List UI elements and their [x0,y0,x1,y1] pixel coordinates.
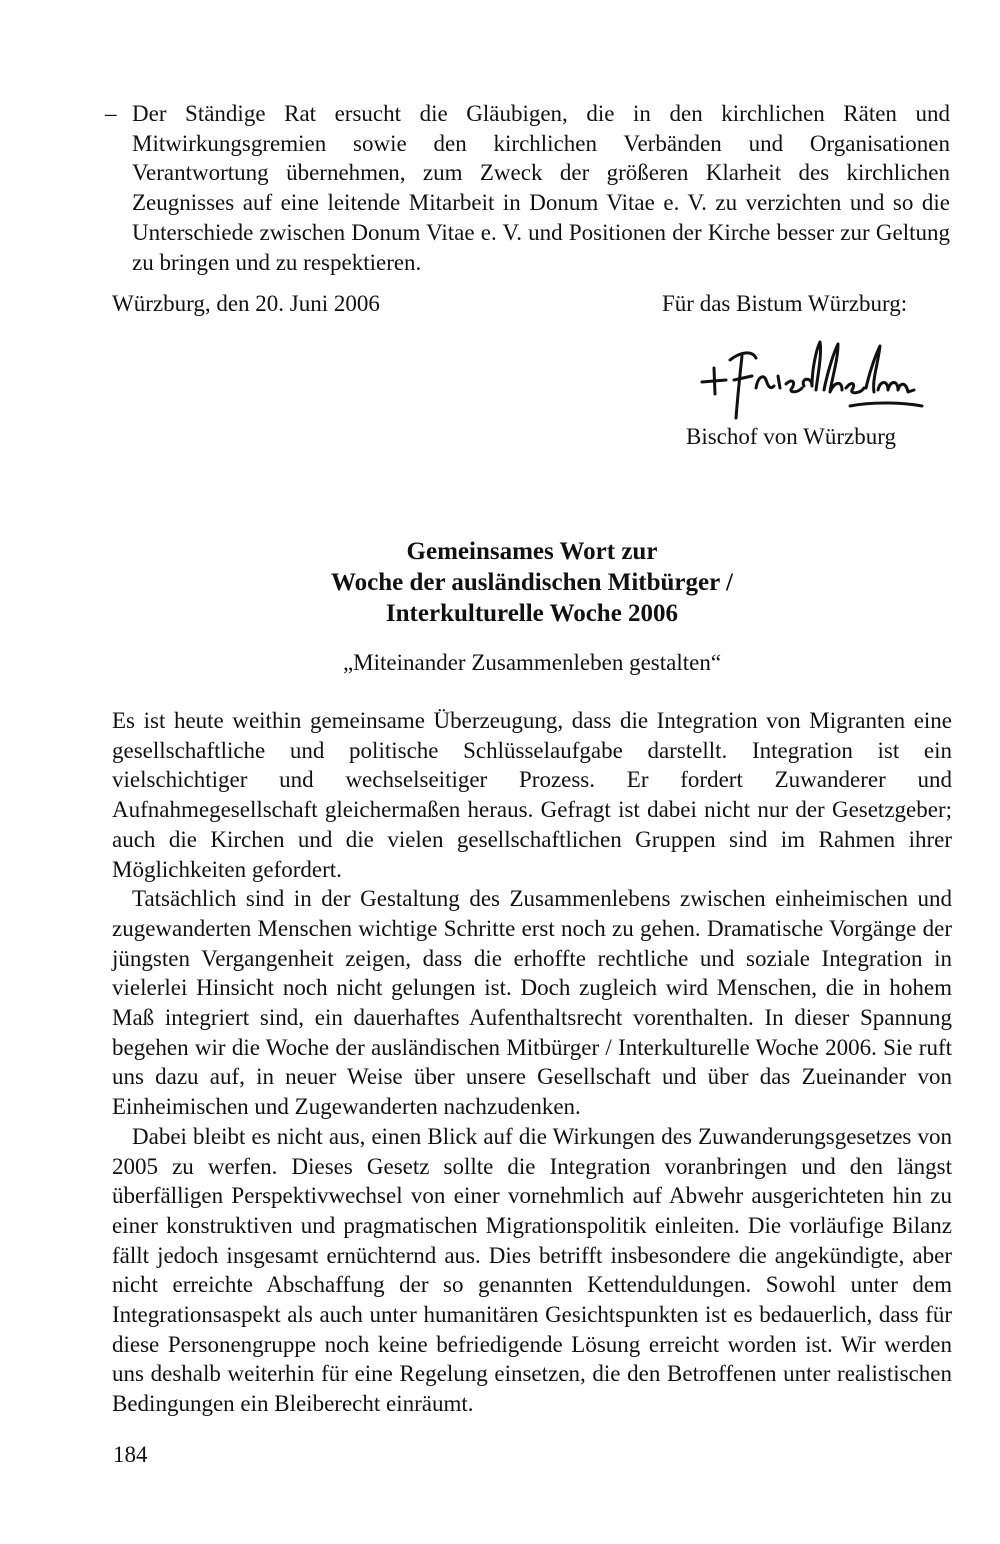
article-motto: „Miteinander Zusammenleben gestalten“ [342,650,722,675]
article-title-line-1: Gemeinsames Wort zur [406,538,658,565]
body-paragraph: Dabei bleibt es nicht aus, einen Blick auf die Wirkungen des Zuwanderungsgesetzes von 2005 zu werfen. Dieses Gesetz sollte die Integration voranbringen und den längst überfälligen Perspektivwechsel von einer vornehmlich auf Abwehr ausgerichteten hin zu einer konstruktiven und pragmatischen Migrationspolitik einleiten. Die vorläufige Bilanz fällt jedoch insgesamt ernüchternd aus. Dies betrifft insbesondere die angekündigte, aber nicht erreichte Abschaffung der so genannten Kettenduldungen. Sowohl unter dem Integrationsaspekt als auch unter humanitären Gesichtspunkten ist es bedauerlich, dass für diese Personengruppe noch keine befriedigende Lösung erreicht worden ist. Wir werden uns deshalb weiterhin für eine Regelung einsetzen, die den Betroffenen unter realistischen Bedingungen ein Bleiberecht einräumt. [112,1123,952,1417]
bishop-signature [700,330,940,422]
bishop-title: Bischof von Würzburg [686,424,896,449]
article-body [112,706,952,1419]
place-date: Würzburg, den 20. Juni 2006 [112,291,380,316]
body-paragraph: Es ist heute weithin gemeinsame Überzeugung, dass die Integration von Migranten eine gesellschaftliche und politische Schlüsselaufgabe darstellt. Integration ist ein vielschichtiger und wechselseitiger Prozess. Er fordert Zuwanderer und Aufnahmegesellschaft gleichermaßen heraus. Gefragt ist dabei nicht nur der Gesetzgeber; auch die Kirchen und die vielen gesellschaftlichen Gruppen sind im Rahmen ihrer Möglichkeiten gefordert. [112,708,952,882]
intro-paragraph: Der Ständige Rat ersucht die Gläubigen, die in den kirchlichen Räten und Mitwirkungsgremien sowie den kirchlichen Verbänden und Organisationen Verantwortung übernehmen, zum Zweck der größeren Klarheit des kirchlichen Zeugnisses auf eine leitende Mitarbeit in Donum Vitae e. V. zu verzichten und so die Unterschiede zwischen Donum Vitae e. V. und Positionen der Kirche besser zur Geltung zu bringen und zu respektieren. [132,101,950,275]
list-dash: – [105,101,117,126]
article-title-line-2: Woche der ausländischen Mitbürger / [331,569,733,596]
for-diocese-line: Für das Bistum Würzburg: [662,291,908,316]
article-title-line-3: Interkulturelle Woche 2006 [385,600,679,627]
page-number: 184 [113,1442,148,1467]
body-paragraph: Tatsächlich sind in der Gestaltung des Zusammenlebens zwischen einheimischen und zugewanderten Menschen wichtige Schritte erst noch zu gehen. Dramatische Vorgänge der jüngsten Vergangenheit zeigen, dass die erhoffte rechtliche und soziale Integration in vielerlei Hinsicht noch nicht gelungen ist. Doch zugleich wird Menschen, die in hohem Maß integriert sind, ein dauerhaftes Aufenthaltsrecht vorenthalten. In dieser Spannung begehen wir die Woche der ausländischen Mitbürger / Interkulturelle Woche 2006. Sie ruft uns dazu auf, in neuer Weise über unsere Gesellschaft und über das Zueinander von Einheimischen und Zugewanderten nachzudenken. [112,886,952,1120]
